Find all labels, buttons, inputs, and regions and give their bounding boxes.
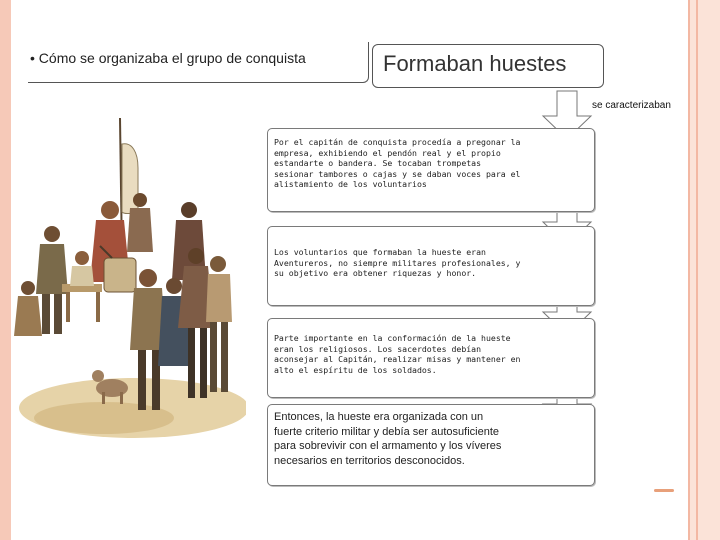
step-box-4 <box>267 404 595 486</box>
step-text-4: Entonces, la hueste era organizada con un fuerte criterio militar y debía ser autosuficiente para sobrevivir con el armamento y los víveres necesarios en territorios desconocidos. <box>274 411 502 467</box>
slide-frame-left <box>0 0 11 540</box>
formaban-huestes-box <box>372 44 604 88</box>
conquest-party-illustration <box>14 108 246 444</box>
slide-frame-right <box>688 0 720 540</box>
formaban-huestes-label: Formaban huestes <box>383 51 567 76</box>
step-text-3: Parte importante en la conformación de la hueste eran los religiosos. Los sacerdotes debían aconsejar al Capitán, realizar misas y mantener en alto el espíritu de los soldados. <box>274 333 521 375</box>
step-box-3 <box>267 318 595 398</box>
step-text-1: Por el capitán de conquista procedía a pregonar la empresa, exhibiendo el pendón real y el propio estandarte o bandera. Se tocaban trompetas sesionar tambores o cajas y se daban voces para el alistamiento de los voluntarios <box>274 137 521 190</box>
accent-dash <box>654 489 674 492</box>
slide-bullet-title: • Cómo se organizaba el grupo de conquista <box>30 50 306 66</box>
step-box-2 <box>267 226 595 306</box>
step-text-2: Los voluntarios que formaban la hueste eran Aventureros, no siempre militares profesionales, y su objetivo era obtener riquezas y honor. <box>274 247 521 279</box>
step-box-1 <box>267 128 595 212</box>
connector-label: se caracterizaban <box>592 100 671 111</box>
